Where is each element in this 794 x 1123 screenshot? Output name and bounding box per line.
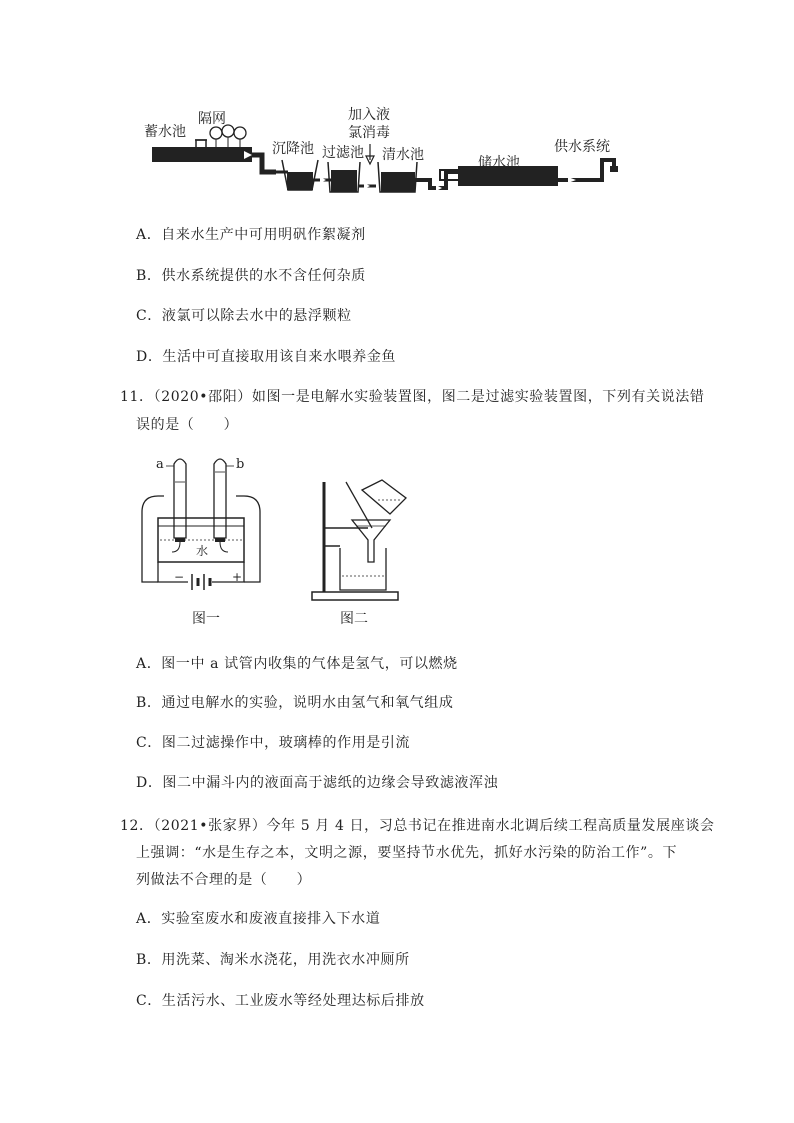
- q12-stem-line2: 上强调：“水是生存之本，文明之源，要坚持节水优先，抓好水污染的防治工作”。下: [136, 845, 678, 861]
- q11-stem-line2: 误的是（ ）: [136, 417, 239, 433]
- q10-option-b: B．供水系统提供的水不含任何杂质: [136, 268, 366, 284]
- caption-figure2: 图二: [340, 611, 368, 627]
- label-water: 水: [196, 544, 209, 558]
- q11-option-a: A．图一中 a 试管内收集的气体是氢气，可以燃烧: [136, 656, 458, 672]
- label-storage-pool: 蓄水池: [144, 124, 186, 140]
- label-add-chlorine-2: 氯消毒: [348, 125, 390, 141]
- q10-option-c: C．液氯可以除去水中的悬浮颗粒: [136, 308, 352, 324]
- q12-option-c: C．生活污水、工业废水等经处理达标后排放: [136, 993, 425, 1009]
- label-tube-b: b: [236, 457, 245, 472]
- label-tube-a: a: [156, 457, 164, 472]
- q10-option-a: A．自来水生产中可用明矾作絮凝剂: [136, 227, 366, 243]
- label-minus: −: [174, 570, 185, 584]
- q11-figures: [136, 452, 416, 632]
- label-supply-system: 供水系统: [554, 139, 610, 155]
- label-clean-pool: 清水池: [382, 147, 424, 163]
- q12-option-a: A．实验室废水和废液直接排入下水道: [136, 911, 381, 927]
- label-plus: +: [232, 570, 243, 584]
- label-reserve-pool: 储水池: [478, 155, 520, 171]
- label-grid: 隔网: [198, 111, 226, 127]
- q12-option-b: B．用洗菜、淘米水浇花，用洗衣水冲厕所: [136, 952, 410, 968]
- label-filter: 过滤池: [322, 145, 364, 161]
- caption-figure1: 图一: [192, 611, 220, 627]
- water-treatment-figure: [140, 100, 640, 210]
- q10-option-d: D．生活中可直接取用该自来水喂养金鱼: [136, 349, 397, 365]
- q11-option-c: C．图二过滤操作中，玻璃棒的作用是引流: [136, 735, 411, 751]
- q11-option-d: D．图二中漏斗内的液面高于滤纸的边缘会导致滤液浑浊: [136, 775, 499, 791]
- electrolysis-and-filtration-diagram: [136, 452, 416, 632]
- label-add-chlorine-1: 加入液: [348, 107, 390, 123]
- q12-stem-line1: 12．（2021•张家界）今年 5 月 4 日，习总书记在推进南水北调后续工程高质量发展座谈会: [120, 818, 715, 834]
- label-sedimentation: 沉降池: [272, 141, 314, 157]
- q12-stem-line3: 列做法不合理的是（ ）: [136, 872, 312, 888]
- q11-stem-line1: 11．（2020•邵阳）如图一是电解水实验装置图，图二是过滤实验装置图，下列有关说法错: [120, 389, 705, 405]
- q11-option-b: B．通过电解水的实验，说明水由氢气和氧气组成: [136, 695, 454, 711]
